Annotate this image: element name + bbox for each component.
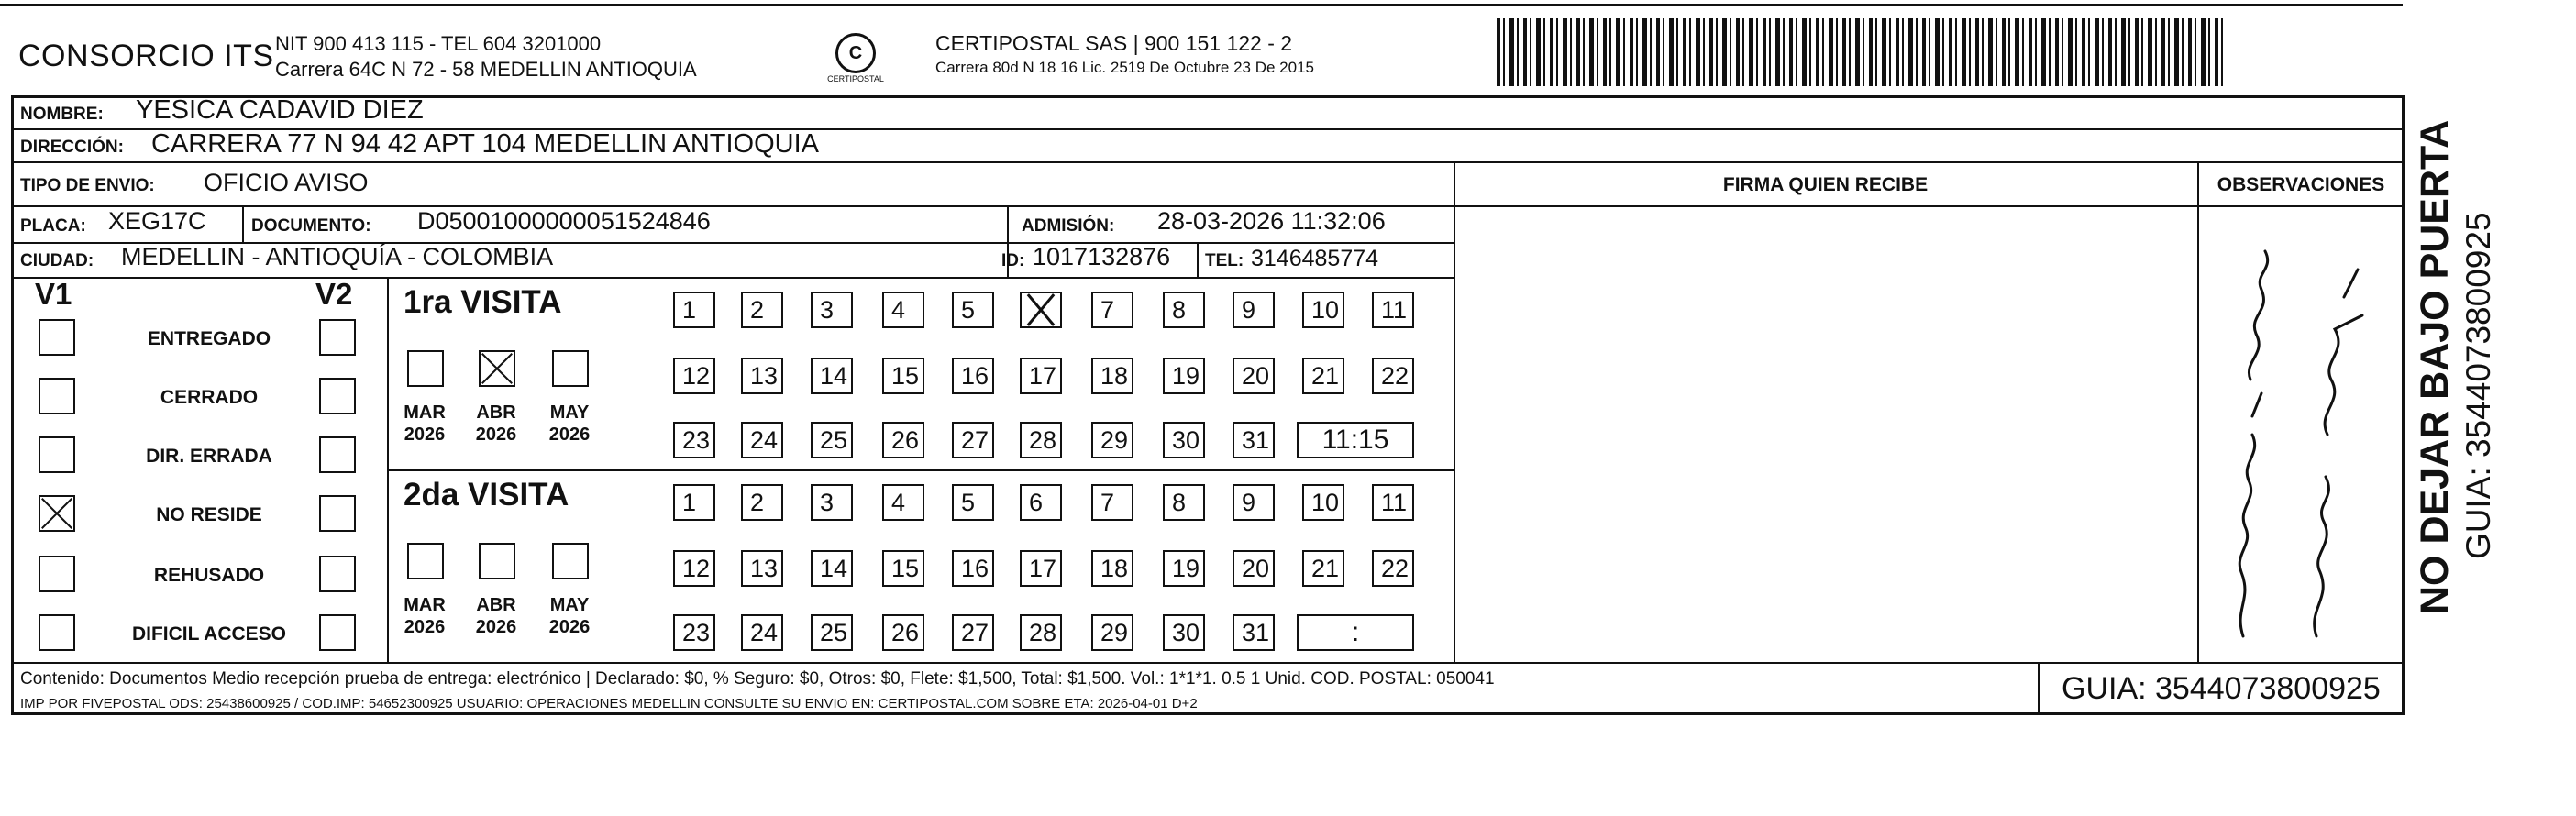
day-checkbox[interactable]: 3 xyxy=(811,292,853,328)
day-checkbox[interactable]: 29 xyxy=(1091,614,1133,651)
direccion-label: DIRECCIÓN: xyxy=(20,138,124,157)
day-checkbox[interactable]: 1 xyxy=(673,292,715,328)
month-checkbox[interactable] xyxy=(552,543,589,579)
month-label: MAR xyxy=(404,402,446,423)
day-checkbox[interactable]: 11 xyxy=(1372,292,1414,328)
month-label: ABR xyxy=(476,595,516,615)
month-caption xyxy=(464,402,528,446)
certipostal-logo xyxy=(814,33,897,84)
row-divider xyxy=(11,161,2405,163)
status-label: DIFICIL ACCESO xyxy=(131,623,286,645)
logo-mark-icon: C xyxy=(835,33,876,73)
day-checkbox[interactable]: 27 xyxy=(952,422,994,458)
status-v2-checkbox[interactable] xyxy=(319,378,356,414)
cell-divider xyxy=(387,277,389,662)
status-v1-checkbox[interactable] xyxy=(39,436,75,473)
day-checkbox[interactable]: 19 xyxy=(1163,358,1205,394)
month-checkbox[interactable] xyxy=(479,350,515,387)
day-checkbox[interactable]: 21 xyxy=(1302,358,1344,394)
status-label: CERRADO xyxy=(160,387,259,408)
day-checkbox[interactable]: 9 xyxy=(1233,484,1275,521)
day-checkbox[interactable]: 23 xyxy=(673,614,715,651)
tipo-envio-value: OFICIO AVISO xyxy=(204,169,369,196)
day-checkbox[interactable]: 31 xyxy=(1233,614,1275,651)
day-checkbox[interactable]: 30 xyxy=(1163,614,1205,651)
id-label: ID: xyxy=(1001,251,1025,270)
row-divider xyxy=(11,277,1454,279)
status-v1-checkbox[interactable] xyxy=(39,556,75,592)
day-checkbox[interactable]: 11 xyxy=(1372,484,1414,521)
month-caption xyxy=(392,402,457,446)
visit-title: 2da VISITA xyxy=(404,477,569,513)
day-checkbox[interactable]: 4 xyxy=(882,484,924,521)
month-checkbox[interactable] xyxy=(552,350,589,387)
day-checkbox[interactable]: 26 xyxy=(882,614,924,651)
month-year: 2026 xyxy=(475,425,517,445)
status-v2-checkbox[interactable] xyxy=(319,614,356,651)
day-checkbox[interactable]: 26 xyxy=(882,422,924,458)
day-checkbox[interactable]: 25 xyxy=(811,422,853,458)
month-year: 2026 xyxy=(404,617,446,637)
status-label: REHUSADO xyxy=(153,565,265,586)
footer-imp: IMP POR FIVEPOSTAL ODS: 25438600925 / COD.IMP: 54652300925 USUARIO: OPERACIONES MEDELLIN CONSULTE SU ENVIO EN: CERTIPOSTAL.COM SOBRE ETA: 2026-04-01 D+2 xyxy=(20,696,1198,711)
day-checkbox[interactable]: 15 xyxy=(882,550,924,587)
placa-label: PLACA: xyxy=(20,216,86,236)
status-v1-checkbox[interactable] xyxy=(39,614,75,651)
tel-label: TEL: xyxy=(1205,251,1244,270)
day-checkbox[interactable]: 27 xyxy=(952,614,994,651)
status-label: DIR. ERRADA xyxy=(146,446,272,467)
day-checkbox[interactable]: 13 xyxy=(741,358,783,394)
day-checkbox[interactable]: 8 xyxy=(1163,292,1205,328)
month-caption xyxy=(537,594,602,638)
day-checkbox[interactable]: 28 xyxy=(1020,614,1062,651)
firma-header: FIRMA QUIEN RECIBE xyxy=(1722,174,1929,195)
visit-time-field[interactable]: : xyxy=(1297,614,1414,651)
month-label: MAY xyxy=(549,595,590,615)
v1-header: V1 xyxy=(35,277,72,311)
status-label: NO RESIDE xyxy=(156,504,262,525)
footer-contenido: Contenido: Documentos Medio recepción prueba de entrega: electrónico | Declarado: $0, % Seguro: $0, Otros: $0, Flete: $1,500, Total: $1,500. Vol.: 1*1*1. 0.5 1 Unid. COD. POSTAL: 050041 xyxy=(20,669,1495,689)
status-v2-checkbox[interactable] xyxy=(319,556,356,592)
day-checkbox[interactable]: 18 xyxy=(1091,550,1133,587)
day-checkbox[interactable]: 4 xyxy=(882,292,924,328)
day-checkbox[interactable]: 24 xyxy=(741,422,783,458)
day-checkbox[interactable]: 10 xyxy=(1302,484,1344,521)
certipostal-address: Carrera 80d N 18 16 Lic. 2519 De Octubre 23 De 2015 xyxy=(935,59,1314,76)
footer-divider xyxy=(11,662,2405,664)
nombre-label: NOMBRE: xyxy=(20,105,104,124)
nombre-value: YESICA CADAVID DIEZ xyxy=(136,95,424,125)
day-checkbox[interactable]: 29 xyxy=(1091,422,1133,458)
day-checkbox[interactable] xyxy=(1020,292,1062,328)
month-caption xyxy=(537,402,602,446)
status-v1-checkbox[interactable] xyxy=(39,495,75,532)
day-checkbox[interactable]: 7 xyxy=(1091,292,1133,328)
nit-line: NIT 900 413 115 - TEL 604 3201000 xyxy=(275,32,602,55)
day-checkbox[interactable]: 19 xyxy=(1163,550,1205,587)
col-divider xyxy=(1454,161,1455,662)
day-checkbox[interactable]: 10 xyxy=(1302,292,1344,328)
guia-number: GUIA: 3544073800925 xyxy=(2062,671,2381,706)
ciudad-value: MEDELLIN - ANTIOQUÍA - COLOMBIA xyxy=(121,243,554,270)
cell-divider xyxy=(1197,242,1199,277)
day-checkbox[interactable]: 28 xyxy=(1020,422,1062,458)
day-checkbox[interactable]: 31 xyxy=(1233,422,1275,458)
tipo-envio-label: TIPO DE ENVIO: xyxy=(20,176,155,195)
status-label: ENTREGADO xyxy=(147,328,271,349)
company-info xyxy=(275,31,697,83)
documento-label: DOCUMENTO: xyxy=(251,216,371,236)
day-checkbox[interactable]: 9 xyxy=(1233,292,1275,328)
day-checkbox[interactable]: 7 xyxy=(1091,484,1133,521)
status-v2-checkbox[interactable] xyxy=(319,319,356,356)
day-checkbox[interactable]: 15 xyxy=(882,358,924,394)
month-label: ABR xyxy=(476,402,516,423)
month-label: MAR xyxy=(404,595,446,615)
day-checkbox[interactable]: 22 xyxy=(1372,358,1414,394)
side-warning: NO DEJAR BAJO PUERTA xyxy=(2413,119,2457,614)
day-checkbox[interactable]: 1 xyxy=(673,484,715,521)
status-v2-checkbox[interactable] xyxy=(319,436,356,473)
certipostal-line: CERTIPOSTAL SAS | 900 151 122 - 2 xyxy=(935,31,1293,55)
day-checkbox[interactable]: 12 xyxy=(673,550,715,587)
month-year: 2026 xyxy=(475,617,517,637)
v2-header: V2 xyxy=(315,277,353,311)
month-year: 2026 xyxy=(404,425,446,445)
day-checkbox[interactable]: 18 xyxy=(1091,358,1133,394)
month-label: MAY xyxy=(549,402,590,423)
day-checkbox[interactable]: 20 xyxy=(1233,358,1275,394)
id-value: 1017132876 xyxy=(1033,243,1171,270)
day-checkbox[interactable]: 17 xyxy=(1020,550,1062,587)
day-checkbox[interactable]: 23 xyxy=(673,422,715,458)
side-guia: GUIA: 3544073800925 xyxy=(2460,212,2497,559)
month-checkbox[interactable] xyxy=(407,543,444,579)
day-checkbox[interactable]: 16 xyxy=(952,358,994,394)
ciudad-label: CIUDAD: xyxy=(20,251,94,270)
month-checkbox[interactable] xyxy=(479,543,515,579)
handwritten-observation xyxy=(2197,205,2405,662)
day-checkbox[interactable]: 20 xyxy=(1233,550,1275,587)
day-checkbox[interactable]: 8 xyxy=(1163,484,1205,521)
day-checkbox[interactable]: 3 xyxy=(811,484,853,521)
admision-label: ADMISIÓN: xyxy=(1022,216,1115,236)
day-checkbox[interactable]: 24 xyxy=(741,614,783,651)
day-checkbox[interactable]: 30 xyxy=(1163,422,1205,458)
tel-value: 3146485774 xyxy=(1251,246,1379,271)
day-checkbox[interactable]: 12 xyxy=(673,358,715,394)
company-name: CONSORCIO ITS xyxy=(18,39,274,73)
month-caption xyxy=(464,594,528,638)
day-checkbox[interactable]: 6 xyxy=(1020,484,1062,521)
placa-value: XEG17C xyxy=(108,207,206,235)
logo-caption: CERTIPOSTAL xyxy=(827,74,884,83)
barcode xyxy=(1497,18,2226,86)
month-caption xyxy=(392,594,457,638)
day-checkbox[interactable]: 5 xyxy=(952,292,994,328)
cell-divider xyxy=(242,205,244,242)
month-year: 2026 xyxy=(548,425,591,445)
day-checkbox[interactable]: 22 xyxy=(1372,550,1414,587)
month-checkbox[interactable] xyxy=(407,350,444,387)
day-checkbox[interactable]: 17 xyxy=(1020,358,1062,394)
top-rule xyxy=(0,4,2403,6)
documento-value: D05001000000051524846 xyxy=(417,207,711,235)
admision-value: 28-03-2026 11:32:06 xyxy=(1157,207,1386,235)
status-v2-checkbox[interactable] xyxy=(319,495,356,532)
direccion-value: CARRERA 77 N 94 42 APT 104 MEDELLIN ANTIOQUIA xyxy=(151,129,819,159)
status-v1-checkbox[interactable] xyxy=(39,319,75,356)
day-checkbox[interactable]: 13 xyxy=(741,550,783,587)
day-checkbox[interactable]: 2 xyxy=(741,484,783,521)
month-year: 2026 xyxy=(548,617,591,637)
status-v1-checkbox[interactable] xyxy=(39,378,75,414)
visit-time-field[interactable]: 11:15 xyxy=(1297,422,1414,458)
cell-divider xyxy=(2038,662,2040,715)
visit-title: 1ra VISITA xyxy=(404,284,562,320)
day-checkbox[interactable]: 5 xyxy=(952,484,994,521)
observaciones-header: OBSERVACIONES xyxy=(2217,174,2385,195)
day-checkbox[interactable]: 25 xyxy=(811,614,853,651)
visit-divider xyxy=(387,469,1454,471)
day-checkbox[interactable]: 14 xyxy=(811,550,853,587)
day-checkbox[interactable]: 14 xyxy=(811,358,853,394)
day-checkbox[interactable]: 21 xyxy=(1302,550,1344,587)
day-checkbox[interactable]: 2 xyxy=(741,292,783,328)
day-checkbox[interactable]: 16 xyxy=(952,550,994,587)
address-line: Carrera 64C N 72 - 58 MEDELLIN ANTIOQUIA xyxy=(275,58,697,81)
